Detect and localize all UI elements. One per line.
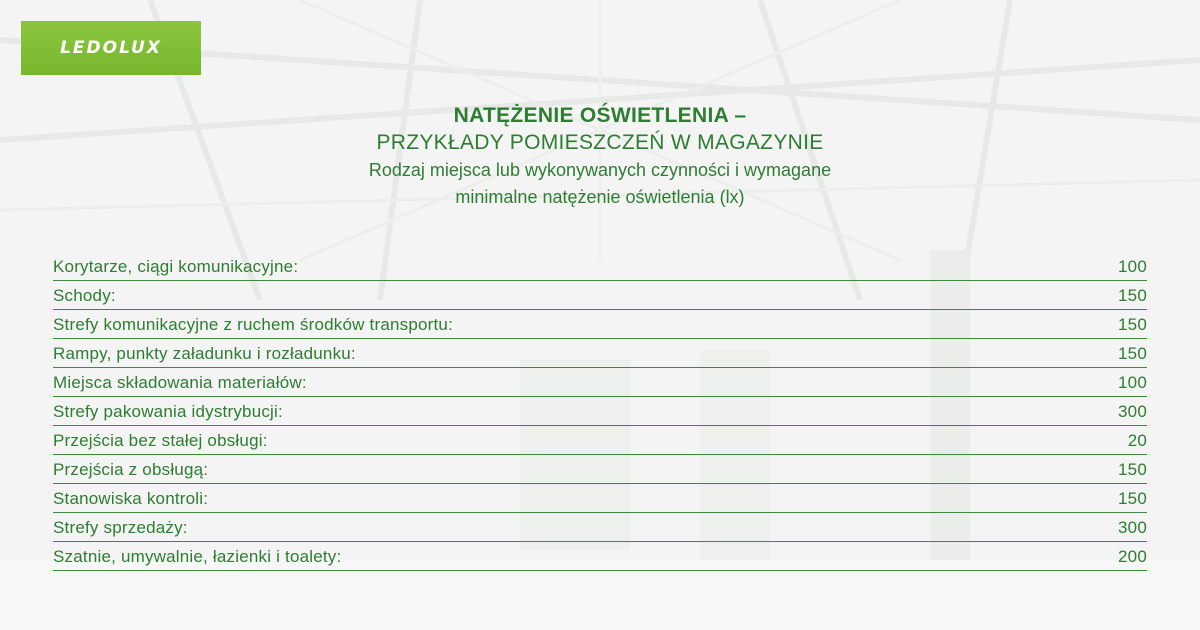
row-label: Przejścia z obsługą: [53,460,209,479]
row-value: 150 [1118,286,1147,305]
table-row [53,339,1147,368]
table-row [53,542,1147,571]
heading-block [0,103,1200,211]
table-row [53,310,1147,339]
description-line-2: minimalne natężenie oświetlenia (lx) [455,187,745,207]
row-label: Korytarze, ciągi komunikacyjne: [53,257,299,276]
row-label: Szatnie, umywalnie, łazienki i toalety: [53,547,342,566]
row-value: 300 [1118,518,1147,537]
row-value: 150 [1118,344,1147,363]
row-value: 100 [1118,257,1147,276]
page-subtitle: PRZYKŁADY POMIESZCZEŃ W MAGAZYNIE [376,131,824,154]
row-value: 150 [1118,489,1147,508]
page-title: NATĘŻENIE OŚWIETLENIA – [453,104,747,127]
row-label: Schody: [53,286,116,305]
row-label: Stanowiska kontroli: [53,489,209,508]
row-label: Strefy pakowania idystrybucji: [53,402,283,421]
row-value: 150 [1118,315,1147,334]
row-value: 20 [1127,431,1147,450]
table-row [53,455,1147,484]
table-row [53,397,1147,426]
row-value: 200 [1118,547,1147,566]
table-row [53,281,1147,310]
table-row [53,513,1147,542]
row-label: Strefy sprzedaży: [53,518,188,537]
logo-text: LEDOLUX [60,38,162,58]
table-row [53,252,1147,281]
ledolux-logo[interactable] [21,21,201,75]
row-label: Rampy, punkty załadunku i rozładunku: [53,344,356,363]
page-description [0,157,1200,211]
row-label: Przejścia bez stałej obsługi: [53,431,268,450]
table-row [53,484,1147,513]
table-row [53,426,1147,455]
illuminance-table [53,252,1147,571]
table-row [53,368,1147,397]
row-value: 300 [1118,402,1147,421]
description-line-1: Rodzaj miejsca lub wykonywanych czynności i wymagane [368,160,832,180]
row-label: Miejsca składowania materiałów: [53,373,307,392]
row-value: 100 [1118,373,1147,392]
row-label: Strefy komunikacyjne z ruchem środków transportu: [53,315,454,334]
row-value: 150 [1118,460,1147,479]
